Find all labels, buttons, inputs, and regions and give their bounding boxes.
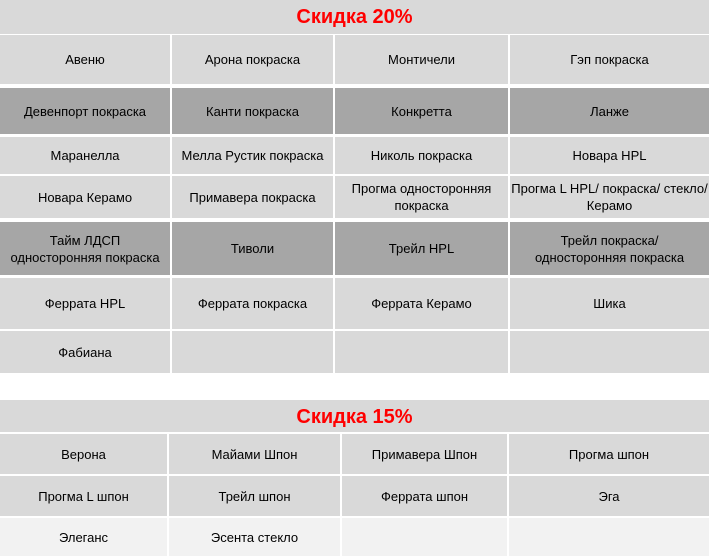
table-cell: Шика [510,278,709,329]
table-cell: Девенпорт покраска [0,88,170,134]
table-cell: Монтичели [335,35,508,84]
table-cell: Николь покраска [335,137,508,174]
table-cell: Прогма шпон [509,434,709,474]
table-cell [510,331,709,373]
table-cell: Трейл шпон [169,476,340,516]
table-cell: Мелла Рустик покраска [172,137,333,174]
table-cell: Прогма L HPL/ покраска/ стекло/ Керамо [510,176,709,218]
table-cell: Примавера Шпон [342,434,507,474]
table-cell: Фабиана [0,331,170,373]
table-cell: Трейл HPL [335,222,508,275]
table-cell: Майами Шпон [169,434,340,474]
table-cell: Феррата шпон [342,476,507,516]
table-cell: Трейл покраска/ односторонняя покраска [510,222,709,275]
table-cell: Примавера покраска [172,176,333,218]
table-cell [342,518,507,556]
table-cell: Феррата HPL [0,278,170,329]
table-cell: Феррата покраска [172,278,333,329]
table-cell: Эсента стекло [169,518,340,556]
table-cell: Конкретта [335,88,508,134]
table-cell: Феррата Керамо [335,278,508,329]
table-cell: Гэп покраска [510,35,709,84]
table-cell: Эга [509,476,709,516]
table-cell: Авеню [0,35,170,84]
table-cell: Тайм ЛДСП односторонняя покраска [0,222,170,275]
table-cell [509,518,709,556]
table-cell: Прогма L шпон [0,476,167,516]
table-cell: Верона [0,434,167,474]
section-title-discount-20: Скидка 20% [0,0,709,34]
table-cell: Тиволи [172,222,333,275]
table-cell: Прогма односторонняя покраска [335,176,508,218]
table-cell: Канти покраска [172,88,333,134]
table-cell: Новара HPL [510,137,709,174]
table-cell: Арона покраска [172,35,333,84]
table-cell: Элеганс [0,518,167,556]
section-title-discount-15: Скидка 15% [0,400,709,432]
table-cell [172,331,333,373]
table-cell: Новара Керамо [0,176,170,218]
table-cell: Маранелла [0,137,170,174]
table-cell [335,331,508,373]
table-cell: Ланже [510,88,709,134]
